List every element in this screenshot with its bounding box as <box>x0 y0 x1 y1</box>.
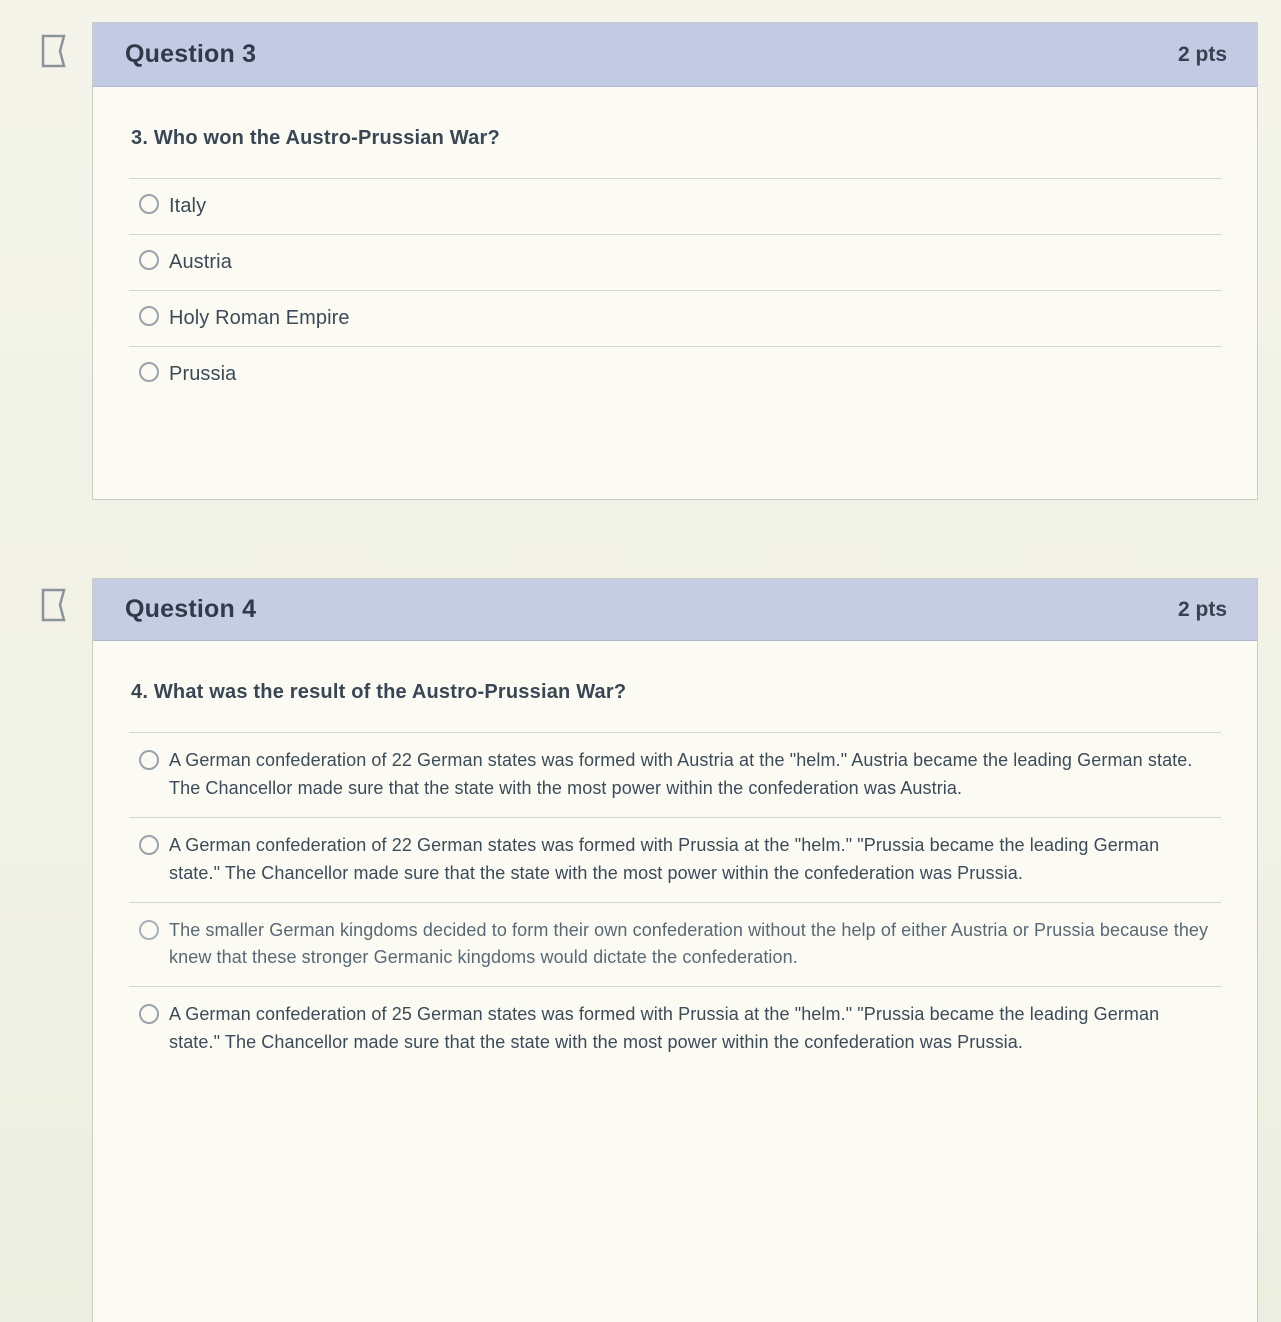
answer-label: Italy <box>169 195 207 217</box>
radio-button-icon[interactable] <box>139 835 159 855</box>
answer-label: A German confederation of 25 German states was formed with Prussia at the "helm." "Prussia became the leading German state." The Chancellor made sure that the state with the most power within the confederation was Prussia. <box>169 1004 1160 1053</box>
question-points-4: 2 pts <box>1177 597 1227 621</box>
question-card-4 <box>92 578 1258 1322</box>
question-prompt-4: 4. What was the result of the Austro-Prussian War? <box>131 681 627 703</box>
flag-icon[interactable] <box>40 588 70 622</box>
radio-button-icon[interactable] <box>139 250 159 270</box>
answer-label: Prussia <box>169 363 237 385</box>
question-prompt-3: 3. Who won the Austro-Prussian War? <box>131 127 500 149</box>
question-card-3 <box>92 22 1258 500</box>
radio-button-icon[interactable] <box>139 194 159 214</box>
answer-option[interactable] <box>129 817 1221 902</box>
radio-button-icon[interactable] <box>139 362 159 382</box>
radio-button-icon[interactable] <box>139 306 159 326</box>
question-title-3: Question 3 <box>125 40 257 68</box>
answer-label: The smaller German kingdoms decided to form their own confederation without the help of either Austria or Prussia because they knew that these stronger Germanic kingdoms would dictate the confederation. <box>169 919 1209 968</box>
question-body-4 <box>93 641 1257 1081</box>
answer-option[interactable] <box>129 732 1221 817</box>
answer-list-4 <box>129 732 1221 1071</box>
answer-label: A German confederation of 22 German states was formed with Austria at the "helm." Austria became the leading German state. The Chancellor made sure that the state with the most power within the confederation was Austria. <box>169 750 1193 798</box>
answer-option[interactable] <box>129 346 1221 402</box>
answer-label: Holy Roman Empire <box>169 307 350 329</box>
radio-button-icon[interactable] <box>139 1004 159 1024</box>
answer-label: Austria <box>169 251 232 273</box>
question-title-4: Question 4 <box>125 595 257 623</box>
question-header-3 <box>93 23 1257 87</box>
question-header-4 <box>93 579 1257 641</box>
answer-label: A German confederation of 22 German states was formed with Prussia at the "helm." "Prussia became the leading German state." The Chancellor made sure that the state with the most power within the confederation was Prussia. <box>169 834 1160 883</box>
answer-option[interactable] <box>129 234 1221 290</box>
answer-option[interactable] <box>129 902 1221 987</box>
answer-option[interactable] <box>129 290 1221 346</box>
radio-button-icon[interactable] <box>139 920 159 940</box>
answer-option[interactable] <box>129 986 1221 1071</box>
question-body-3 <box>93 87 1257 412</box>
radio-button-icon[interactable] <box>139 750 159 770</box>
answer-list-3 <box>129 178 1221 402</box>
question-points-3: 2 pts <box>1177 42 1227 66</box>
flag-icon[interactable] <box>40 34 70 68</box>
answer-option[interactable] <box>129 178 1221 234</box>
